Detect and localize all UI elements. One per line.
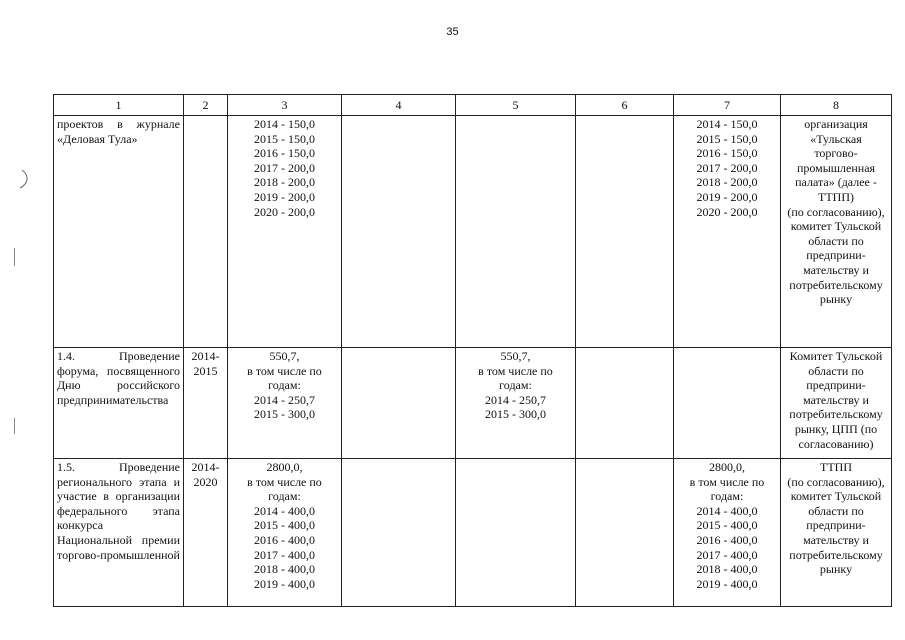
funding-line: 2015 - 300,0 bbox=[485, 407, 546, 422]
responsible-line: ТТПП bbox=[820, 460, 852, 474]
funding-line: 2014 - 150,0 bbox=[254, 117, 315, 131]
program-table bbox=[53, 94, 892, 607]
responsible-line: согласованию) bbox=[798, 436, 874, 451]
funding-line: 2018 - 200,0 bbox=[254, 175, 315, 190]
responsible-line: предприни- bbox=[806, 248, 866, 263]
funding-cell-4 bbox=[342, 116, 456, 348]
table-row bbox=[54, 348, 892, 459]
funding-line: 2015 - 400,0 bbox=[254, 518, 315, 533]
funding-cell-4 bbox=[342, 348, 456, 459]
table-row bbox=[54, 459, 892, 607]
total-funding-cell bbox=[228, 116, 342, 348]
responsible-line: потребительскому bbox=[789, 407, 883, 422]
funding-cell-6 bbox=[576, 348, 674, 459]
responsible-line: предприни- bbox=[806, 378, 866, 393]
responsible-line: торгово- bbox=[814, 146, 858, 161]
period-cell bbox=[184, 348, 228, 459]
responsible-line: (по согласованию), bbox=[787, 474, 885, 489]
responsible-cell bbox=[781, 116, 892, 348]
responsible-line: потребительскому bbox=[789, 547, 883, 562]
funding-line: 2019 - 400,0 bbox=[696, 576, 758, 591]
responsible-line: потребительскому bbox=[789, 277, 883, 292]
funding-line: годам: bbox=[499, 378, 532, 393]
funding-line: в том числе по bbox=[247, 474, 322, 489]
funding-line: 2015 - 150,0 bbox=[254, 131, 315, 146]
funding-line: 2016 - 400,0 bbox=[696, 532, 758, 547]
funding-line: в том числе по bbox=[689, 474, 765, 489]
period-line: 2015 bbox=[193, 363, 218, 378]
activity-name-cell: 1.4. Проведение форума, посвященного Дню российского предпринимательства bbox=[54, 348, 184, 459]
responsible-line: промышленная bbox=[796, 160, 876, 175]
column-header: 7 bbox=[674, 95, 781, 116]
period-line: 2014- bbox=[191, 349, 220, 363]
column-header: 4 bbox=[342, 95, 456, 116]
period-cell bbox=[184, 459, 228, 607]
funding-line: 2800,0, bbox=[709, 460, 745, 474]
responsible-line: организация bbox=[804, 117, 868, 131]
column-header: 5 bbox=[456, 95, 576, 116]
column-header: 6 bbox=[576, 95, 674, 116]
funding-line: 2015 - 400,0 bbox=[696, 518, 758, 533]
page-number: 35 bbox=[446, 26, 459, 38]
responsible-line: рынку bbox=[819, 562, 853, 577]
funding-cell-5 bbox=[456, 116, 576, 348]
responsible-line: рынку bbox=[819, 292, 853, 307]
funding-line: 2016 - 150,0 bbox=[254, 146, 315, 161]
funding-line: годам: bbox=[268, 378, 301, 393]
period-line: 2014- bbox=[191, 460, 220, 474]
funding-line: 2020 - 200,0 bbox=[254, 204, 315, 219]
funding-line: 2019 - 200,0 bbox=[696, 189, 758, 204]
funding-line: 2018 - 400,0 bbox=[254, 562, 315, 577]
funding-line: 2016 - 150,0 bbox=[696, 146, 758, 161]
funding-cell-6 bbox=[576, 459, 674, 607]
funding-cell-6 bbox=[576, 116, 674, 348]
funding-line: 2019 - 400,0 bbox=[254, 576, 315, 591]
responsible-line: Комитет Тульской bbox=[789, 349, 883, 363]
funding-line: 2020 - 200,0 bbox=[696, 204, 758, 219]
funding-cell-5 bbox=[456, 459, 576, 607]
funding-line: 2014 - 250,7 bbox=[485, 392, 546, 407]
funding-line: 2017 - 400,0 bbox=[254, 547, 315, 562]
funding-line: 2015 - 300,0 bbox=[254, 407, 315, 422]
funding-line: 2017 - 200,0 bbox=[254, 160, 315, 175]
responsible-line: мательству и bbox=[803, 392, 869, 407]
activity-name-cell: 1.5. Проведение регионального этапа и участие в организации федерального этапа конкурса Национальной премии торгово-промышленной bbox=[54, 459, 184, 607]
responsible-cell bbox=[781, 459, 892, 607]
funding-cell-7 bbox=[674, 116, 781, 348]
funding-line: в том числе по bbox=[478, 363, 553, 378]
scan-mark-curve bbox=[18, 168, 32, 190]
funding-line: 2018 - 400,0 bbox=[696, 562, 758, 577]
column-header: 1 bbox=[54, 95, 184, 116]
responsible-line: мательству и bbox=[803, 532, 869, 547]
scan-mark-line bbox=[14, 248, 15, 266]
responsible-cell bbox=[781, 348, 892, 459]
responsible-line: мательству и bbox=[803, 262, 869, 277]
funding-line: 2019 - 200,0 bbox=[254, 189, 315, 204]
table-row bbox=[54, 116, 892, 348]
funding-line: 2014 - 400,0 bbox=[696, 503, 758, 518]
responsible-line: области по bbox=[808, 233, 864, 248]
column-header: 2 bbox=[184, 95, 228, 116]
responsible-line: комитет Тульской bbox=[790, 219, 882, 234]
responsible-line: ТТПП) bbox=[818, 189, 854, 204]
funding-cell-4 bbox=[342, 459, 456, 607]
header-row bbox=[54, 95, 892, 116]
funding-cell-7 bbox=[674, 459, 781, 607]
funding-line: 2014 - 250,7 bbox=[254, 392, 315, 407]
funding-line: 2016 - 400,0 bbox=[254, 532, 315, 547]
period-cell bbox=[184, 116, 228, 348]
scan-mark-line bbox=[14, 418, 15, 434]
funding-line: 2800,0, bbox=[266, 460, 303, 474]
funding-line: 2017 - 400,0 bbox=[696, 547, 758, 562]
column-header: 3 bbox=[228, 95, 342, 116]
funding-line: 2014 - 150,0 bbox=[696, 117, 758, 131]
funding-line: годам: bbox=[710, 489, 744, 504]
column-header: 8 bbox=[781, 95, 892, 116]
responsible-line: области по bbox=[808, 363, 864, 378]
funding-line: годам: bbox=[268, 489, 301, 504]
responsible-line: области по bbox=[808, 503, 864, 518]
total-funding-cell bbox=[228, 348, 342, 459]
funding-line: 550,7, bbox=[500, 349, 531, 363]
responsible-line: (по согласованию), bbox=[787, 204, 885, 219]
total-funding-cell bbox=[228, 459, 342, 607]
responsible-line: палата» (далее - bbox=[795, 175, 877, 190]
funding-line: 550,7, bbox=[269, 349, 300, 363]
responsible-line: «Тульская bbox=[810, 131, 862, 146]
funding-line: в том числе по bbox=[247, 363, 322, 378]
period-line: 2020 bbox=[193, 474, 218, 489]
activity-name-cell: проектов в журнале «Деловая Тула» bbox=[54, 116, 184, 348]
funding-line: 2017 - 200,0 bbox=[696, 160, 758, 175]
funding-cell-7 bbox=[674, 348, 781, 459]
responsible-line: рынку, ЦПП (по bbox=[794, 421, 878, 436]
funding-cell-5 bbox=[456, 348, 576, 459]
funding-line: 2018 - 200,0 bbox=[696, 175, 758, 190]
funding-line: 2014 - 400,0 bbox=[254, 503, 315, 518]
responsible-line: комитет Тульской bbox=[790, 489, 882, 504]
funding-line: 2015 - 150,0 bbox=[696, 131, 758, 146]
responsible-line: предприни- bbox=[806, 518, 866, 533]
